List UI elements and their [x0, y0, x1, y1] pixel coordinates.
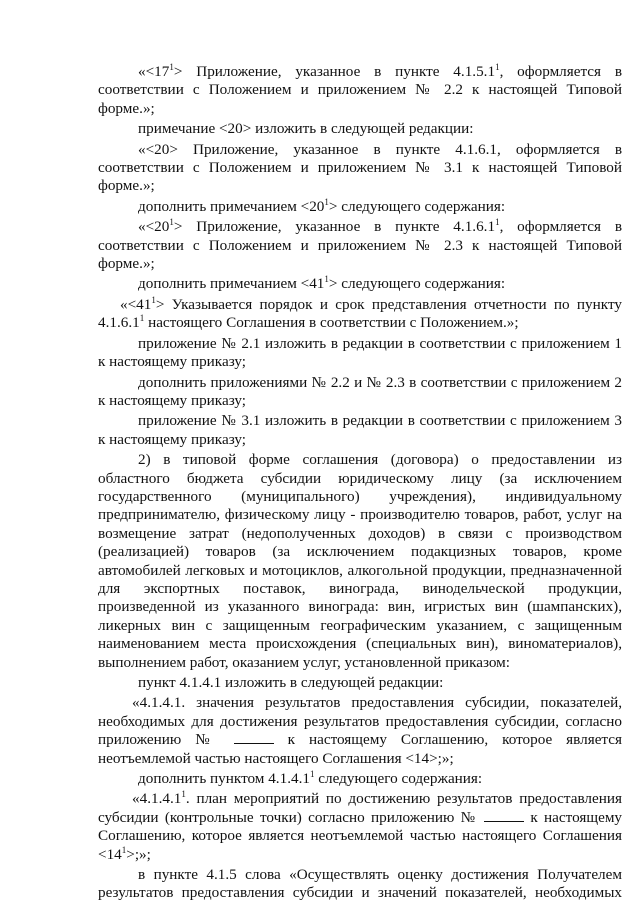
paragraph: дополнить примечанием $<41^1>$ следующего содержания: [138, 274, 506, 293]
paragraph: примечание <20> изложить в следующей редакции: [138, 120, 474, 138]
paragraph: приложение № 2.1 изложить в редакции в соответствии с приложением 1 к настоящему приказу; [98, 334, 622, 371]
paragraph: «4.1.4.1$^1$. план мероприятий по достижению результатов предоставления субсидии (контрольные точки) согласно приложению № к настоящему Соглашению, которое является неотъемлемой частью настоящего Соглашения $<14^1>$;»; [98, 789, 623, 863]
paragraph: пункт 4.1.4.1 изложить в следующей редакции: [138, 674, 444, 691]
paragraph: дополнить примечанием $<20^1>$ следующего содержания: [138, 196, 506, 215]
paragraph: «$<17^1>$ Приложение, указанное в пункте 4.1.5.1$^1$, оформляется в соответствии с Положением и приложением № 2.2 к настоящей Типовой форме.»; [98, 62, 623, 117]
paragraph: «$<20^1>$ Приложение, указанное в пункте 4.1.6.1$^1$, оформляется в соответствии с Положением и приложением № 2.3 к настоящей Типовой форме.»; [98, 217, 623, 273]
blank-field [234, 732, 274, 744]
paragraph: «$<41^1>$ Указывается порядок и срок представления отчетности по пункту 4.1.6.1$^1$ настоящего Соглашения в соответствии с Положением.»; [98, 294, 622, 332]
paragraph: 2) в типовой форме соглашения (договора) о предоставлении из областного бюджета субсидии юридическому лицу (за исключением государственного (муниципального) учреждения), индивидуальному предпринимателю, физическому лицу - производителю товаров, работ, услуг на возмещение затрат (недополученных доходов) в связи с производством (реализацией) товаров (за исключением подакцизных товаров, кроме автомобилей легковых и мотоциклов, алкогольной продукции, предназначенной для экспортных поставок, винограда, винодельческой продукции, произведенной из указанного винограда: вин, игристых вин (шампанских), ликерных вин с защищенным географическим указанием, с защищенным наименованием места происхождения (специальных вин), виноматериалов), выполнением работ, оказанием услуг, установленной приказом: [98, 451, 622, 671]
blank-field [484, 810, 524, 822]
paragraph: «4.1.4.1. значения результатов предоставления субсидии, показателей, необходимых для достижения результатов предоставления субсидии, согласно приложению № к настоящему Соглашению, которое является неотъемлемой частью настоящего Соглашения <14>;»; [98, 694, 622, 767]
document-body [98, 63, 622, 905]
paragraph: «<20> Приложение, указанное в пункте 4.1.6.1, оформляется в соответствии с Положением и приложением № 3.1 к настоящей Типовой форме.»; [98, 140, 622, 195]
paragraph: дополнить приложениями № 2.2 и № 2.3 в соответствии с приложением 2 к настоящему приказу; [98, 373, 622, 409]
paragraph: приложение № 3.1 изложить в редакции в соответствии с приложением 3 к настоящему приказу; [98, 412, 622, 448]
paragraph: в пункте 4.1.5 слова «Осуществлять оценку достижения Получателем результатов предоставления субсидии и значений показателей, необходимых [98, 866, 622, 902]
paragraph: дополнить пунктом 4.1.4.1$^1$ следующего содержания: [138, 769, 483, 788]
